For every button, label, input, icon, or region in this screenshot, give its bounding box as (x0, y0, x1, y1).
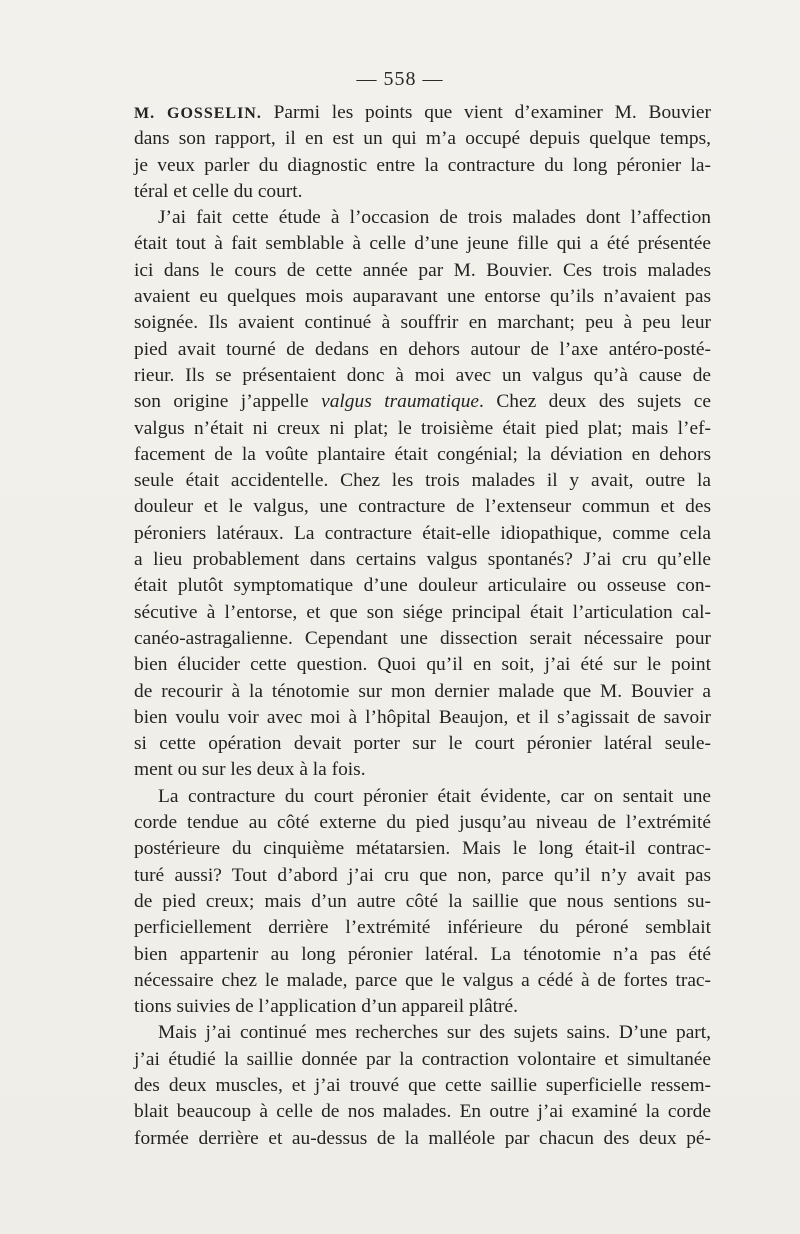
text-line: ment ou sur les deux à la fois. (134, 759, 366, 781)
text-line: si cette opération devait porter sur le court péronier latéral seule- (134, 733, 711, 755)
text-line: sécutive à l’entorse, et que son siége principal était l’articulation cal- (134, 601, 711, 623)
text-line: péroniers latéraux. La contracture était-elle idiopathique, comme cela (134, 522, 711, 544)
text-line: blait beaucoup à celle de nos malades. En outre j’ai examiné la corde (134, 1101, 711, 1123)
text-line: douleur et le valgus, une contracture de l’extenseur commun et des (134, 496, 711, 518)
text-line: bien appartenir au long péronier latéral. La ténotomie n’a pas été (134, 943, 711, 965)
text-line: facement de la voûte plantaire était congénial; la déviation en dehors (134, 443, 711, 465)
text-line: postérieure du cinquième métatarsien. Mais le long était-il contrac- (134, 838, 711, 860)
speaker-name: M. GOSSELIN. (134, 105, 262, 122)
text-line: nécessaire chez le malade, parce que le valgus a cédé à de fortes trac- (134, 969, 711, 991)
text-line: seule était accidentelle. Chez les trois malades il y avait, outre la (134, 470, 711, 492)
text-line: a lieu probablement dans certains valgus spontanés? J’ai cru qu’elle (134, 549, 711, 571)
text-line: téral et celle du court. (134, 180, 303, 202)
text-line: de recourir à la ténotomie sur mon dernier malade que M. Bouvier a (134, 680, 711, 702)
text-line: je veux parler du diagnostic entre la contracture du long péronier la- (134, 154, 711, 176)
text-line: ici dans le cours de cette année par M. Bouvier. Ces trois malades (134, 259, 711, 281)
text-line: dans son rapport, il en est un qui m’a occupé depuis quelque temps, (134, 128, 711, 150)
text-line: valgus n’était ni creux ni plat; le troisième était pied plat; mais l’ef- (134, 417, 711, 439)
text-line: son origine j’appelle valgus traumatique. Chez deux des sujets ce (134, 391, 711, 413)
text-line: perficiellement derrière l’extrémité inférieure du péroné semblait (134, 917, 711, 939)
text-line: La contracture du court péronier était évidente, car on sentait une (158, 785, 711, 807)
text-line: tions suivies de l’application d’un appareil plâtré. (134, 996, 518, 1018)
page-number: — 558 — (356, 68, 444, 90)
text-line: J’ai fait cette étude à l’occasion de trois malades dont l’affection (158, 207, 711, 229)
text-line: rieur. Ils se présentaient donc à moi avec un valgus qu’à cause de (134, 364, 711, 386)
text-line: pied avait tourné de dedans en dehors autour de l’axe antéro-posté- (134, 338, 711, 360)
text-line: formée derrière et au-dessus de la malléole par chacun des deux pé- (134, 1127, 711, 1149)
text-line: j’ai étudié la saillie donnée par la contraction volontaire et simultanée (134, 1048, 711, 1070)
text-line: corde tendue au côté externe du pied jusqu’au niveau de l’extrémité (134, 812, 711, 834)
text-line: des deux muscles, et j’ai trouvé que cette saillie superficielle ressem- (134, 1074, 711, 1096)
text-line: Mais j’ai continué mes recherches sur des sujets sains. D’une part, (158, 1022, 711, 1044)
text-line: avaient eu quelques mois auparavant une entorse qu’ils n’avaient pas (134, 286, 711, 308)
text-line: de pied creux; mais d’un autre côté la saillie que nous sentions su- (134, 890, 711, 912)
text-line: bien élucider cette question. Quoi qu’il en soit, j’ai été sur le point (134, 654, 711, 676)
text-line: M. GOSSELIN. Parmi les points que vient d’examiner M. Bouvier (134, 102, 711, 123)
italic-term: valgus traumatique (321, 391, 480, 413)
text-line: était plutôt symptomatique d’une douleur articulaire ou osseuse con- (134, 575, 711, 597)
main-text (134, 100, 711, 1152)
text-line: était tout à fait semblable à celle d’une jeune fille qui a été présentée (134, 233, 711, 255)
text-line: bien voulu voir avec moi à l’hôpital Beaujon, et il s’agissait de savoir (134, 706, 711, 728)
text-line: canéo-astragalienne. Cependant une dissection serait nécessaire pour (134, 627, 711, 649)
text-line: turé aussi? Tout d’abord j’ai cru que non, parce qu’il n’y avait pas (134, 864, 711, 886)
text-line: soignée. Ils avaient continué à souffrir en marchant; peu à peu leur (134, 312, 711, 334)
